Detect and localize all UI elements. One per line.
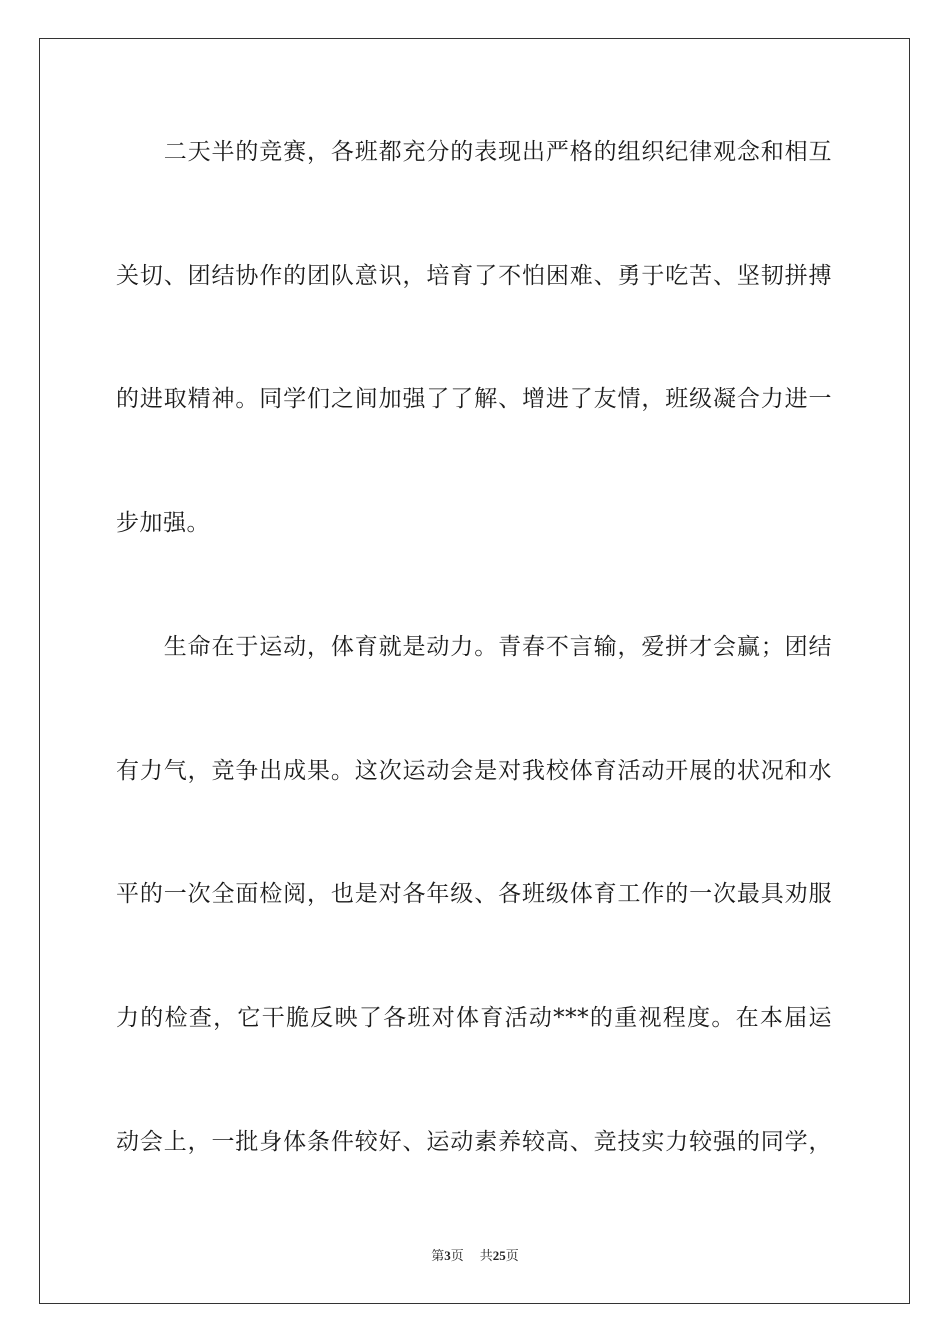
body-text-line-6: 有力气，竞争出成果。这次运动会是对我校体育活动开展的状况和水 xyxy=(116,758,832,784)
page-footer xyxy=(0,1247,950,1266)
footer-page-suffix: 页 xyxy=(450,1249,464,1264)
body-text-line-2: 关切、团结协作的团队意识，培育了不怕困难、勇于吃苦、坚韧拼搏 xyxy=(116,263,832,289)
footer-total-suffix: 页 xyxy=(505,1249,519,1264)
body-text-line-9: 动会上，一批身体条件较好、运动素养较高、竞技实力较强的同学， xyxy=(116,1129,832,1155)
body-text-line-7: 平的一次全面检阅，也是对各年级、各班级体育工作的一次最具劝服 xyxy=(116,881,832,907)
body-text-line-8: 力的检查，它干脆反映了各班对体育活动***的重视程度。在本届运 xyxy=(116,1005,832,1031)
body-text-line-3: 的进取精神。同学们之间加强了了解、增进了友情，班级凝合力进一 xyxy=(116,386,832,412)
body-text-line-5: 生命在于运动，体育就是动力。青春不言输，爱拼才会赢；团结 xyxy=(116,634,832,660)
footer-total-pages: 25 xyxy=(492,1248,506,1263)
footer-page-prefix: 第 xyxy=(431,1249,445,1264)
body-text-line-4: 步加强。 xyxy=(116,510,210,536)
body-text-line-1: 二天半的竞赛，各班都充分的表现出严格的组织纪律观念和相互 xyxy=(116,139,832,165)
footer-total-prefix: 共 xyxy=(479,1249,493,1264)
footer-page-number: 3 xyxy=(444,1248,451,1263)
page-border xyxy=(39,38,910,1304)
